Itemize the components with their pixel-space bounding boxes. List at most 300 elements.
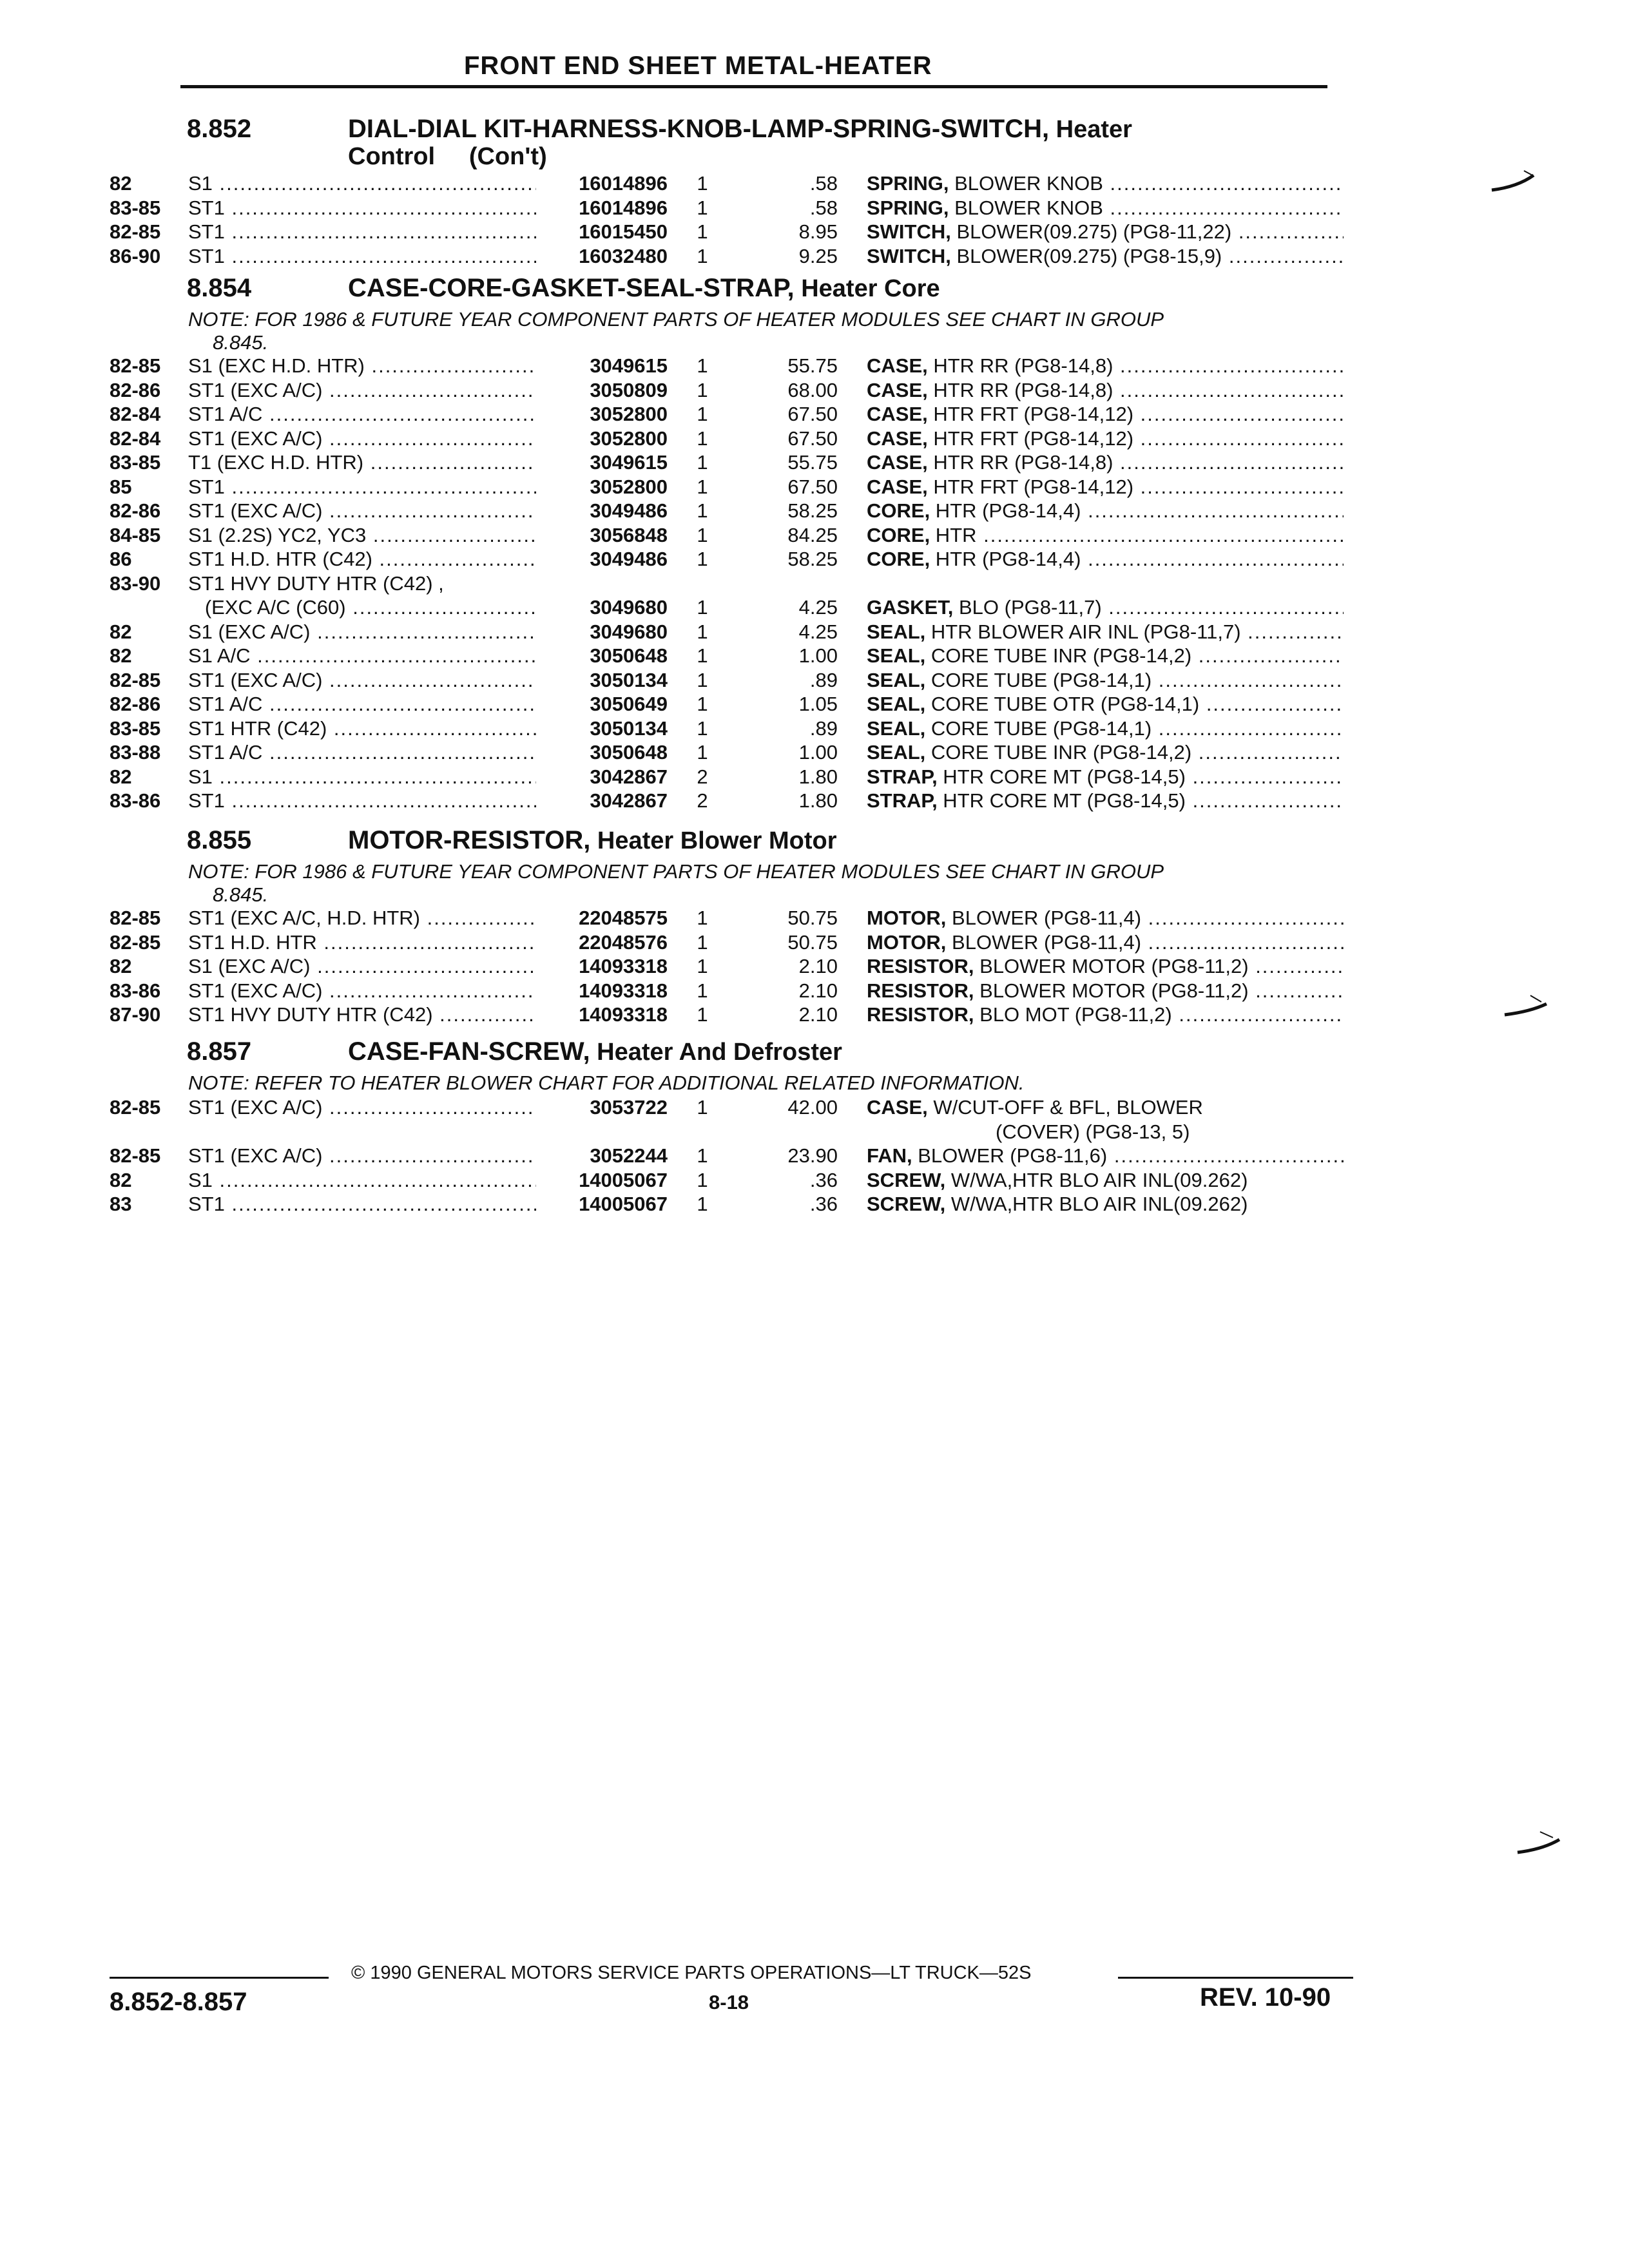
part-row	[0, 378, 1629, 403]
section-number: 8.852	[187, 115, 252, 143]
part-number: 16015450	[541, 220, 668, 244]
application: S1 (EXC A/C) .....	[188, 954, 536, 979]
section-8-852	[0, 115, 1629, 268]
part-row	[0, 572, 1629, 596]
binder-hole-mark-top	[1489, 168, 1540, 193]
part-row	[0, 547, 1629, 572]
part-detail: HTR BLOWER AIR INL (PG8-11,7)	[925, 620, 1241, 643]
application: ST1 .....	[188, 244, 536, 269]
price: 1.00	[798, 741, 838, 764]
part-name: SEAL,	[867, 620, 926, 643]
model-years: 83-86	[110, 789, 161, 812]
price: 2.10	[798, 1003, 838, 1026]
part-description	[867, 499, 1344, 523]
part-number: 3050809	[541, 378, 668, 403]
part-detail: HTR RR (PG8-14,8)	[927, 451, 1113, 474]
part-number: 3049615	[541, 354, 668, 378]
part-name: SEAL,	[867, 716, 926, 740]
price: 1.80	[798, 765, 838, 788]
part-detail: HTR RR (PG8-14,8)	[927, 378, 1113, 401]
part-number: 3050134	[541, 668, 668, 693]
quantity: 1	[697, 220, 708, 243]
section-8-855	[0, 826, 1629, 1027]
part-number: 3052800	[541, 402, 668, 427]
part-row	[0, 692, 1629, 716]
footer-page-number: 8-18	[709, 1991, 749, 2013]
price: 42.00	[787, 1096, 838, 1119]
model-years: 86-90	[110, 244, 161, 267]
model-years: 82-84	[110, 427, 161, 450]
footer-copyright: © 1990 GENERAL MOTORS SERVICE PARTS OPERATIONS—LT TRUCK—52S	[351, 1963, 1032, 1983]
part-detail: HTR RR (PG8-14,8)	[927, 354, 1113, 377]
part-detail: BLOWER(09.275) (PG8-15,9)	[950, 244, 1222, 267]
quantity: 1	[697, 716, 708, 740]
quantity: 1	[697, 620, 708, 643]
price: 58.25	[787, 548, 838, 570]
part-name: SEAL,	[867, 644, 926, 667]
part-description	[867, 930, 1344, 955]
quantity: 1	[697, 172, 708, 195]
part-row	[0, 620, 1629, 644]
part-description	[867, 523, 1344, 548]
section-title-main: MOTOR-RESISTOR,	[348, 826, 591, 854]
part-number: 3056848	[541, 523, 668, 548]
quantity: 1	[697, 955, 708, 977]
model-years: 82-85	[110, 930, 161, 954]
part-name: CASE,	[867, 378, 928, 401]
model-years: 82	[110, 1168, 132, 1191]
part-row	[0, 499, 1629, 523]
part-description	[867, 196, 1344, 220]
price: 68.00	[787, 378, 838, 401]
quantity: 1	[697, 403, 708, 425]
binder-hole-mark-middle	[1501, 992, 1553, 1018]
part-number: 3042867	[541, 765, 668, 789]
part-description	[867, 716, 1344, 741]
part-description	[867, 427, 1344, 451]
part-row	[0, 196, 1629, 220]
footer-rule-right	[1118, 1977, 1353, 1979]
part-description	[867, 979, 1344, 1003]
model-years: 87-90	[110, 1003, 161, 1026]
price: .89	[809, 716, 838, 740]
part-name: GASKET,	[867, 596, 954, 619]
part-detail: HTR CORE MT (PG8-14,5)	[937, 789, 1186, 812]
price: 1.00	[798, 644, 838, 667]
application: S1 (EXC H.D. HTR) .....	[188, 354, 536, 378]
part-description	[867, 954, 1344, 979]
price: 1.80	[798, 789, 838, 812]
application: ST1 .....	[188, 475, 536, 499]
part-description	[867, 354, 1344, 378]
part-name: STRAP,	[867, 789, 938, 812]
part-name: CORE,	[867, 523, 930, 546]
model-years: 82-85	[110, 1096, 161, 1119]
model-years: 83-85	[110, 716, 161, 740]
part-name: SCREW,	[867, 1193, 946, 1215]
part-row	[0, 450, 1629, 475]
part-number: 3049680	[541, 620, 668, 644]
application: S1 .....	[188, 171, 536, 196]
quantity: 1	[697, 523, 708, 546]
quantity: 1	[697, 1096, 708, 1119]
part-description	[867, 1192, 1248, 1216]
part-number: 14093318	[541, 979, 668, 1003]
part-detail: HTR FRT (PG8-14,12)	[927, 427, 1134, 450]
part-description	[867, 906, 1344, 930]
section-title	[348, 274, 940, 303]
price: 67.50	[787, 475, 838, 498]
part-detail: BLOWER MOTOR (PG8-11,2)	[974, 979, 1249, 1002]
quantity: 1	[697, 1193, 708, 1215]
part-name: CORE,	[867, 499, 930, 522]
section-8-857	[0, 1037, 1629, 1216]
application: ST1 HVY DUTY HTR (C42) .....	[188, 1003, 536, 1027]
section-heading	[0, 826, 1629, 860]
part-number: 3049486	[541, 499, 668, 523]
part-number: 3049615	[541, 450, 668, 475]
application: ST1 HVY DUTY HTR (C42) ,	[188, 572, 444, 595]
part-description: (COVER) (PG8-13, 5)	[996, 1120, 1190, 1143]
part-name: MOTOR,	[867, 907, 947, 929]
header-rule	[180, 85, 1327, 88]
part-row	[0, 475, 1629, 499]
quantity: 1	[697, 548, 708, 570]
application: S1 .....	[188, 765, 536, 789]
part-name: SEAL,	[867, 741, 926, 764]
part-detail: BLOWER(09.275) (PG8-11,22)	[950, 220, 1232, 243]
quantity: 1	[697, 244, 708, 267]
part-description	[867, 220, 1344, 244]
footer-rule-left	[110, 1977, 329, 1979]
model-years: 85	[110, 475, 132, 498]
part-row	[0, 244, 1629, 269]
model-years: 82	[110, 765, 132, 788]
part-number: 3052800	[541, 427, 668, 451]
section-8-854	[0, 274, 1629, 813]
part-description	[867, 789, 1344, 813]
model-years: 82-86	[110, 693, 161, 715]
part-number: 22048576	[541, 930, 668, 955]
application: ST1 .....	[188, 1192, 536, 1216]
price: 4.25	[798, 620, 838, 643]
part-name: SEAL,	[867, 668, 926, 691]
part-name: CASE,	[867, 475, 928, 498]
part-detail: HTR (PG8-14,4)	[930, 548, 1081, 570]
part-row	[0, 789, 1629, 813]
quantity: 1	[697, 693, 708, 715]
part-row	[0, 716, 1629, 741]
part-name: FAN,	[867, 1144, 912, 1167]
part-number: 3052244	[541, 1144, 668, 1168]
model-years: 83-90	[110, 572, 161, 595]
section-note-continued: 8.845.	[213, 883, 269, 906]
part-detail: BLOWER MOTOR (PG8-11,2)	[974, 955, 1249, 977]
part-number: 14005067	[541, 1168, 668, 1193]
footer-revision: REV. 10-90	[1200, 1983, 1331, 2012]
section-title-main: DIAL-DIAL KIT-HARNESS-KNOB-LAMP-SPRING-SWITCH,	[348, 115, 1050, 143]
part-row	[0, 595, 1629, 620]
price: .36	[809, 1168, 838, 1191]
part-name: CASE,	[867, 403, 928, 425]
part-name: CASE,	[867, 427, 928, 450]
part-number: 3042867	[541, 789, 668, 813]
part-description	[867, 668, 1344, 693]
section-number: 8.857	[187, 1037, 252, 1066]
quantity: 1	[697, 354, 708, 377]
part-row	[0, 954, 1629, 979]
model-years: 84-85	[110, 523, 161, 546]
part-number: 16014896	[541, 196, 668, 220]
part-detail: BLOWER (PG8-11,4)	[946, 930, 1142, 954]
application: T1 (EXC H.D. HTR) .....	[188, 450, 536, 475]
part-name: SWITCH,	[867, 220, 951, 243]
section-title	[348, 826, 837, 855]
application: ST1 (EXC A/C, H.D. HTR) .....	[188, 906, 536, 930]
part-description	[867, 402, 1344, 427]
part-number: 14093318	[541, 954, 668, 979]
price: .58	[809, 172, 838, 195]
price: 4.25	[798, 596, 838, 619]
price: 2.10	[798, 955, 838, 977]
model-years: 82-84	[110, 403, 161, 425]
application: ST1 .....	[188, 220, 536, 244]
model-years: 82-85	[110, 1144, 161, 1167]
part-number: 3050648	[541, 740, 668, 765]
part-description	[867, 765, 1344, 789]
part-description	[867, 595, 1344, 620]
model-years: 82	[110, 620, 132, 643]
model-years: 86	[110, 548, 132, 570]
part-detail: BLO MOT (PG8-11,2)	[974, 1003, 1172, 1026]
part-detail: CORE TUBE INR (PG8-14,2)	[925, 741, 1192, 764]
application: ST1 H.D. HTR .....	[188, 930, 536, 955]
application: ST1 (EXC A/C) .....	[188, 499, 536, 523]
quantity: 1	[697, 741, 708, 764]
part-detail: HTR (PG8-14,4)	[930, 499, 1081, 522]
part-description	[867, 1144, 1344, 1168]
part-detail: W/WA,HTR BLO AIR INL(09.262)	[945, 1193, 1248, 1215]
part-row	[0, 1003, 1629, 1027]
model-years: 83-86	[110, 979, 161, 1002]
model-years: 83-85	[110, 451, 161, 474]
part-detail: HTR	[930, 523, 977, 546]
application: S1 .....	[188, 1168, 536, 1193]
part-name: CASE,	[867, 451, 928, 474]
part-number: 22048575	[541, 906, 668, 930]
part-name: SEAL,	[867, 693, 926, 715]
application: S1 A/C .....	[188, 644, 536, 668]
part-name: CASE,	[867, 354, 928, 377]
part-detail: CORE TUBE INR (PG8-14,2)	[925, 644, 1192, 667]
price: .36	[809, 1193, 838, 1215]
quantity: 1	[697, 1144, 708, 1167]
part-number: 3050649	[541, 692, 668, 716]
quantity: 2	[697, 765, 708, 788]
application: ST1 (EXC A/C) .....	[188, 1144, 536, 1168]
model-years: 82-86	[110, 499, 161, 522]
application: S1 (2.2S) YC2, YC3 .....	[188, 523, 536, 548]
price: 84.25	[787, 523, 838, 546]
part-number: 16014896	[541, 171, 668, 196]
quantity: 1	[697, 930, 708, 954]
section-note: NOTE: FOR 1986 & FUTURE YEAR COMPONENT PARTS OF HEATER MODULES SEE CHART IN GROUP	[188, 860, 1164, 883]
application: ST1 .....	[188, 789, 536, 813]
part-number: 3050134	[541, 716, 668, 741]
part-detail: W/CUT-OFF & BFL, BLOWER	[927, 1096, 1203, 1119]
binder-hole-mark-bottom	[1514, 1830, 1566, 1856]
part-description	[867, 547, 1344, 572]
part-row	[0, 668, 1629, 693]
price: 50.75	[787, 907, 838, 929]
model-years: 82-85	[110, 907, 161, 929]
section-title	[348, 1037, 842, 1066]
quantity: 1	[697, 596, 708, 619]
model-years: 83-88	[110, 741, 161, 764]
price: 23.90	[787, 1144, 838, 1167]
part-description	[867, 620, 1344, 644]
part-detail: BLOWER (PG8-11,6)	[912, 1144, 1108, 1167]
part-row	[0, 171, 1629, 196]
section-title-subject: Heater	[1049, 116, 1132, 143]
part-row	[0, 354, 1629, 378]
model-years: 82-85	[110, 220, 161, 243]
part-name: STRAP,	[867, 765, 938, 788]
quantity: 1	[697, 1168, 708, 1191]
part-number: 3053722	[541, 1095, 668, 1120]
section-title-main: CASE-FAN-SCREW,	[348, 1037, 590, 1066]
quantity: 1	[697, 451, 708, 474]
price: 1.05	[798, 693, 838, 715]
quantity: 1	[697, 196, 708, 219]
application: ST1 A/C .....	[188, 692, 536, 716]
part-row	[0, 906, 1629, 930]
application: S1 (EXC A/C) .....	[188, 620, 536, 644]
application: (EXC A/C (C60) .....	[188, 595, 536, 620]
part-name: RESISTOR,	[867, 979, 974, 1002]
application: ST1 A/C .....	[188, 740, 536, 765]
part-description	[867, 1168, 1248, 1193]
price: 67.50	[787, 403, 838, 425]
part-description	[867, 450, 1344, 475]
page-header-title: FRONT END SHEET METAL-HEATER	[464, 52, 932, 80]
part-row	[0, 930, 1629, 955]
price: 55.75	[787, 451, 838, 474]
model-years: 82-85	[110, 354, 161, 377]
price: .58	[809, 196, 838, 219]
model-years: 82-86	[110, 378, 161, 401]
part-number: 3050648	[541, 644, 668, 668]
quantity: 2	[697, 789, 708, 812]
quantity: 1	[697, 427, 708, 450]
part-description	[867, 692, 1344, 716]
part-detail: CORE TUBE (PG8-14,1)	[925, 668, 1152, 691]
part-description	[867, 740, 1344, 765]
part-row	[0, 1168, 1629, 1193]
application: ST1 (EXC A/C) .....	[188, 668, 536, 693]
application: ST1 (EXC A/C) .....	[188, 427, 536, 451]
price: 9.25	[798, 244, 838, 267]
part-description	[867, 475, 1344, 499]
quantity: 1	[697, 907, 708, 929]
part-name: CASE,	[867, 1096, 928, 1119]
part-name: SPRING,	[867, 172, 949, 195]
section-title-continued: Control (Con't)	[348, 143, 547, 170]
section-number: 8.855	[187, 826, 252, 854]
part-row	[0, 1120, 1629, 1144]
model-years: 83	[110, 1193, 132, 1215]
application: ST1 H.D. HTR (C42) .....	[188, 547, 536, 572]
part-detail: BLOWER KNOB	[949, 196, 1103, 219]
part-row	[0, 979, 1629, 1003]
part-row	[0, 740, 1629, 765]
quantity: 1	[697, 499, 708, 522]
part-number: 14005067	[541, 1192, 668, 1216]
price: 8.95	[798, 220, 838, 243]
application: ST1 (EXC A/C) .....	[188, 378, 536, 403]
quantity: 1	[697, 475, 708, 498]
price: 58.25	[787, 499, 838, 522]
part-description	[867, 644, 1344, 668]
price: 50.75	[787, 930, 838, 954]
part-row	[0, 765, 1629, 789]
part-number: 3049680	[541, 595, 668, 620]
part-description	[867, 244, 1344, 269]
part-row	[0, 402, 1629, 427]
application: ST1 HTR (C42) .....	[188, 716, 536, 741]
part-detail: HTR CORE MT (PG8-14,5)	[937, 765, 1186, 788]
part-detail: BLO (PG8-11,7)	[953, 596, 1102, 619]
section-number: 8.854	[187, 274, 252, 302]
part-detail: W/WA,HTR BLO AIR INL(09.262)	[945, 1168, 1248, 1191]
part-row	[0, 1095, 1629, 1120]
part-number: 3052800	[541, 475, 668, 499]
price: 67.50	[787, 427, 838, 450]
section-title-main: CASE-CORE-GASKET-SEAL-STRAP,	[348, 274, 795, 302]
model-years: 83-85	[110, 196, 161, 219]
part-detail: CORE TUBE (PG8-14,1)	[925, 716, 1152, 740]
part-detail: CORE TUBE OTR (PG8-14,1)	[925, 693, 1200, 715]
section-title-subject: Heater Core	[794, 275, 940, 302]
part-name: RESISTOR,	[867, 955, 974, 977]
footer-section-range: 8.852-8.857	[110, 1988, 247, 2016]
part-description	[867, 1095, 1203, 1120]
part-name: SCREW,	[867, 1168, 946, 1191]
part-row	[0, 427, 1629, 451]
section-title	[348, 115, 1132, 144]
part-name: SWITCH,	[867, 244, 951, 267]
application: ST1 A/C .....	[188, 402, 536, 427]
section-title-subject: Heater And Defroster	[590, 1039, 842, 1066]
part-row	[0, 1192, 1629, 1216]
section-note: NOTE: FOR 1986 & FUTURE YEAR COMPONENT PARTS OF HEATER MODULES SEE CHART IN GROUP	[188, 308, 1164, 331]
price: 2.10	[798, 979, 838, 1002]
model-years: 82	[110, 955, 132, 977]
section-note-continued: 8.845.	[213, 331, 269, 354]
quantity: 1	[697, 644, 708, 667]
section-note: NOTE: REFER TO HEATER BLOWER CHART FOR ADDITIONAL RELATED INFORMATION.	[188, 1072, 1025, 1094]
part-number: 16032480	[541, 244, 668, 269]
application: ST1 (EXC A/C) .....	[188, 979, 536, 1003]
part-name: MOTOR,	[867, 930, 947, 954]
quantity: 1	[697, 378, 708, 401]
part-name: SPRING,	[867, 196, 949, 219]
quantity: 1	[697, 668, 708, 691]
application: ST1 (EXC A/C) .....	[188, 1095, 536, 1120]
section-heading	[0, 274, 1629, 307]
part-row	[0, 220, 1629, 244]
part-description	[867, 378, 1344, 403]
